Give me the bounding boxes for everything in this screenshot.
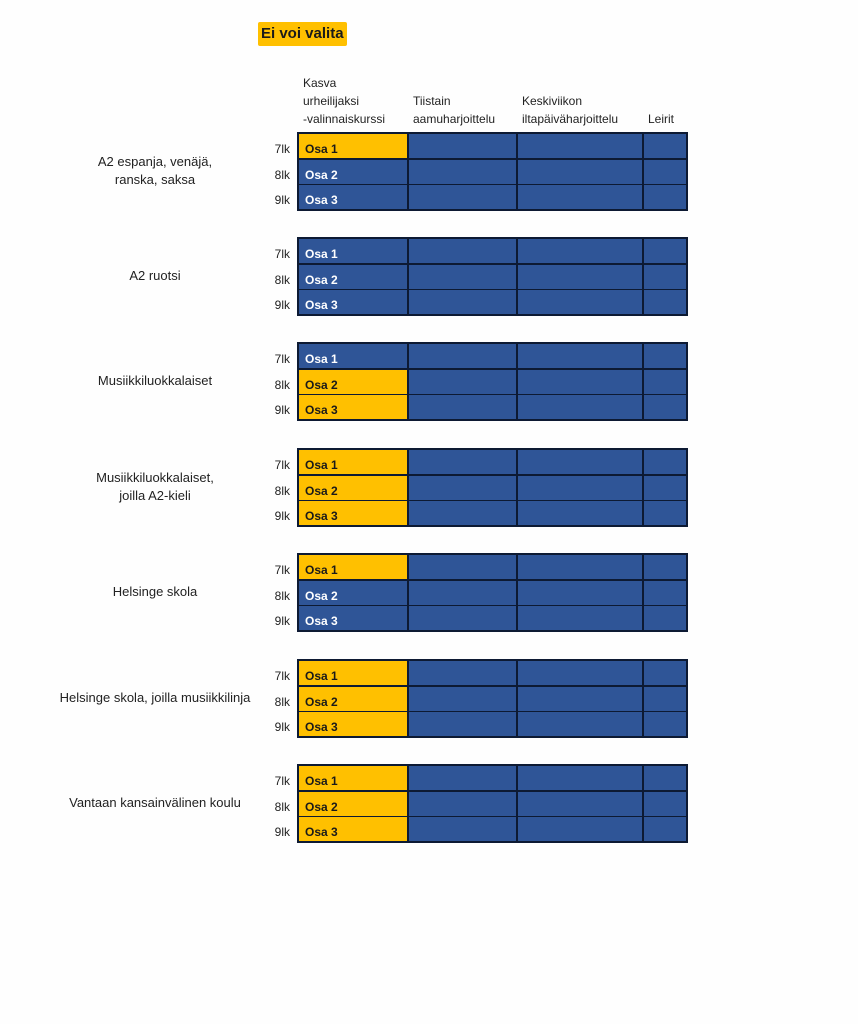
group-label <box>35 153 275 189</box>
cell-selectable <box>644 606 686 630</box>
grade-label: 8lk <box>274 273 290 287</box>
cell-selectable <box>409 395 516 419</box>
cell-selectable <box>518 712 642 736</box>
part-label: Osa 1 <box>305 458 338 472</box>
grade-label: 7lk <box>274 458 290 472</box>
cell-selectable <box>518 817 642 841</box>
grid-row <box>299 766 686 790</box>
group-label-line: joilla A2-kieli <box>119 488 191 503</box>
grid-row <box>299 265 686 289</box>
group-label <box>35 583 275 601</box>
grade-label: 9lk <box>274 825 290 839</box>
grade-label: 8lk <box>274 378 290 392</box>
schedule-grid <box>297 764 688 843</box>
cell-selectable <box>409 265 516 289</box>
cell-selectable <box>644 395 686 419</box>
cell-selectable <box>518 766 642 790</box>
column-header-line: Leirit <box>648 112 675 126</box>
cell-selectable <box>644 290 686 314</box>
cell-selectable <box>409 344 516 368</box>
grid-row <box>299 501 686 525</box>
cell-selectable <box>644 370 686 394</box>
part-label: Osa 2 <box>305 273 338 287</box>
cell-selectable <box>644 687 686 711</box>
cell-selectable <box>409 687 516 711</box>
cell-selectable <box>644 160 686 184</box>
grid-row <box>299 687 686 711</box>
cell-selectable <box>518 555 642 579</box>
part-label: Osa 2 <box>305 695 338 709</box>
cell-selectable <box>644 817 686 841</box>
cell-not-selectable <box>299 501 407 525</box>
cell-not-selectable <box>299 661 407 685</box>
grid-row <box>299 290 686 314</box>
cell-selectable <box>644 344 686 368</box>
cell-selectable <box>409 450 516 474</box>
grade-label: 8lk <box>274 800 290 814</box>
grid-row <box>299 134 686 158</box>
part-label: Osa 1 <box>305 563 338 577</box>
cell-selectable <box>644 501 686 525</box>
cell-selectable <box>518 792 642 816</box>
cell-selectable <box>409 476 516 500</box>
cell-not-selectable <box>299 476 407 500</box>
cell-selectable <box>409 134 516 158</box>
cell-not-selectable <box>299 370 407 394</box>
cell-selectable <box>409 712 516 736</box>
grade-label: 7lk <box>274 142 290 156</box>
group-label <box>35 794 275 812</box>
column-header-line: Kasva <box>303 76 337 90</box>
grid-row <box>299 370 686 394</box>
cell-selectable <box>299 344 407 368</box>
schedule-grid <box>297 342 688 421</box>
part-label: Osa 2 <box>305 378 338 392</box>
cell-selectable <box>409 555 516 579</box>
group-label-line: Musiikkiluokkalaiset <box>97 373 213 388</box>
column-header-line: Tiistain <box>413 94 451 108</box>
column-header-line: Keskiviikon <box>522 94 583 108</box>
schedule-grid <box>297 237 688 316</box>
column-header <box>522 92 618 128</box>
grade-label: 9lk <box>274 193 290 207</box>
group-label-line: Vantaan kansainvälinen koulu <box>69 795 241 810</box>
cell-selectable <box>518 501 642 525</box>
cell-selectable <box>518 581 642 605</box>
cell-selectable <box>299 239 407 263</box>
cell-selectable <box>409 370 516 394</box>
column-header-line: urheilijaksi <box>303 94 360 108</box>
part-label: Osa 2 <box>305 168 338 182</box>
grid-row <box>299 160 686 184</box>
grid-row <box>299 185 686 209</box>
part-label: Osa 3 <box>305 614 338 628</box>
column-header <box>413 92 495 128</box>
cell-selectable <box>518 185 642 209</box>
grade-label: 8lk <box>274 589 290 603</box>
column-header <box>648 110 674 128</box>
group-label-line: A2 ruotsi <box>129 268 181 283</box>
grid-row <box>299 555 686 579</box>
group-label-line: Helsinge skola <box>112 584 198 599</box>
cell-selectable <box>518 395 642 419</box>
cell-selectable <box>518 476 642 500</box>
cell-selectable <box>644 792 686 816</box>
cell-selectable <box>409 290 516 314</box>
cell-selectable <box>518 290 642 314</box>
grid-row <box>299 661 686 685</box>
grid-row <box>299 581 686 605</box>
cell-selectable <box>644 712 686 736</box>
schedule-grid <box>297 659 688 738</box>
grade-label: 9lk <box>274 720 290 734</box>
part-label: Osa 3 <box>305 298 338 312</box>
column-header-line: -valinnaiskurssi <box>303 112 386 126</box>
cell-selectable <box>644 185 686 209</box>
cell-selectable <box>299 581 407 605</box>
legend-label: Ei voi valita <box>261 25 344 42</box>
cell-selectable <box>644 265 686 289</box>
grid-row <box>299 792 686 816</box>
cell-selectable <box>518 370 642 394</box>
cell-selectable <box>644 134 686 158</box>
part-label: Osa 3 <box>305 193 338 207</box>
cell-not-selectable <box>299 687 407 711</box>
part-label: Osa 1 <box>305 774 338 788</box>
group-label-line: Helsinge skola, joilla musiikkilinja <box>59 690 251 705</box>
grade-label: 7lk <box>274 247 290 261</box>
grade-label: 9lk <box>274 614 290 628</box>
grid-row <box>299 817 686 841</box>
grade-label: 9lk <box>274 298 290 312</box>
group-label-line: A2 espanja, venäjä, <box>97 154 213 169</box>
grade-label: 7lk <box>274 669 290 683</box>
part-label: Osa 3 <box>305 720 338 734</box>
grid-row <box>299 606 686 630</box>
cell-selectable <box>644 581 686 605</box>
part-label: Osa 3 <box>305 403 338 417</box>
cell-selectable <box>518 265 642 289</box>
schedule-grid <box>297 553 688 632</box>
cell-selectable <box>644 450 686 474</box>
cell-not-selectable <box>299 792 407 816</box>
grade-label: 8lk <box>274 168 290 182</box>
cell-selectable <box>299 160 407 184</box>
column-header-line: iltapäiväharjoittelu <box>522 112 619 126</box>
cell-selectable <box>409 792 516 816</box>
grade-label: 7lk <box>274 352 290 366</box>
part-label: Osa 3 <box>305 825 338 839</box>
schedule-grid <box>297 132 688 211</box>
cell-selectable <box>409 817 516 841</box>
column-header-line: aamuharjoittelu <box>413 112 496 126</box>
grade-label: 8lk <box>274 695 290 709</box>
part-label: Osa 1 <box>305 247 338 261</box>
cell-selectable <box>518 450 642 474</box>
cell-selectable <box>409 239 516 263</box>
cell-not-selectable <box>299 817 407 841</box>
cell-selectable <box>644 239 686 263</box>
part-label: Osa 2 <box>305 589 338 603</box>
cell-selectable <box>518 134 642 158</box>
cell-selectable <box>409 581 516 605</box>
cell-selectable <box>409 606 516 630</box>
legend-not-selectable <box>258 22 347 46</box>
cell-selectable <box>518 344 642 368</box>
cell-selectable <box>299 606 407 630</box>
cell-selectable <box>299 265 407 289</box>
grade-label: 8lk <box>274 484 290 498</box>
part-label: Osa 1 <box>305 142 338 156</box>
grid-row <box>299 239 686 263</box>
part-label: Osa 1 <box>305 669 338 683</box>
cell-selectable <box>518 239 642 263</box>
grid-row <box>299 395 686 419</box>
cell-selectable <box>644 476 686 500</box>
group-label-line: Musiikkiluokkalaiset, <box>96 470 214 485</box>
part-label: Osa 3 <box>305 509 338 523</box>
grid-row <box>299 344 686 368</box>
cell-selectable <box>299 290 407 314</box>
cell-selectable <box>299 185 407 209</box>
part-label: Osa 2 <box>305 484 338 498</box>
cell-not-selectable <box>299 395 407 419</box>
group-label <box>35 267 275 285</box>
grade-label: 9lk <box>274 403 290 417</box>
grid-row <box>299 476 686 500</box>
cell-selectable <box>518 687 642 711</box>
cell-not-selectable <box>299 134 407 158</box>
cell-selectable <box>644 661 686 685</box>
group-label-line: ranska, saksa <box>114 172 196 187</box>
cell-selectable <box>409 501 516 525</box>
grid-row <box>299 712 686 736</box>
cell-selectable <box>409 766 516 790</box>
group-label <box>35 469 275 505</box>
grid-row <box>299 450 686 474</box>
grade-label: 7lk <box>274 563 290 577</box>
cell-selectable <box>518 606 642 630</box>
grade-label: 7lk <box>274 774 290 788</box>
part-label: Osa 2 <box>305 800 338 814</box>
part-label: Osa 1 <box>305 352 338 366</box>
cell-not-selectable <box>299 712 407 736</box>
schedule-grid <box>297 448 688 527</box>
group-label <box>35 689 275 707</box>
cell-selectable <box>518 661 642 685</box>
cell-not-selectable <box>299 450 407 474</box>
cell-not-selectable <box>299 555 407 579</box>
column-header <box>303 74 385 128</box>
group-label <box>35 372 275 390</box>
cell-selectable <box>409 661 516 685</box>
cell-selectable <box>644 766 686 790</box>
cell-selectable <box>518 160 642 184</box>
cell-not-selectable <box>299 766 407 790</box>
cell-selectable <box>409 185 516 209</box>
cell-selectable <box>644 555 686 579</box>
cell-selectable <box>409 160 516 184</box>
grade-label: 9lk <box>274 509 290 523</box>
